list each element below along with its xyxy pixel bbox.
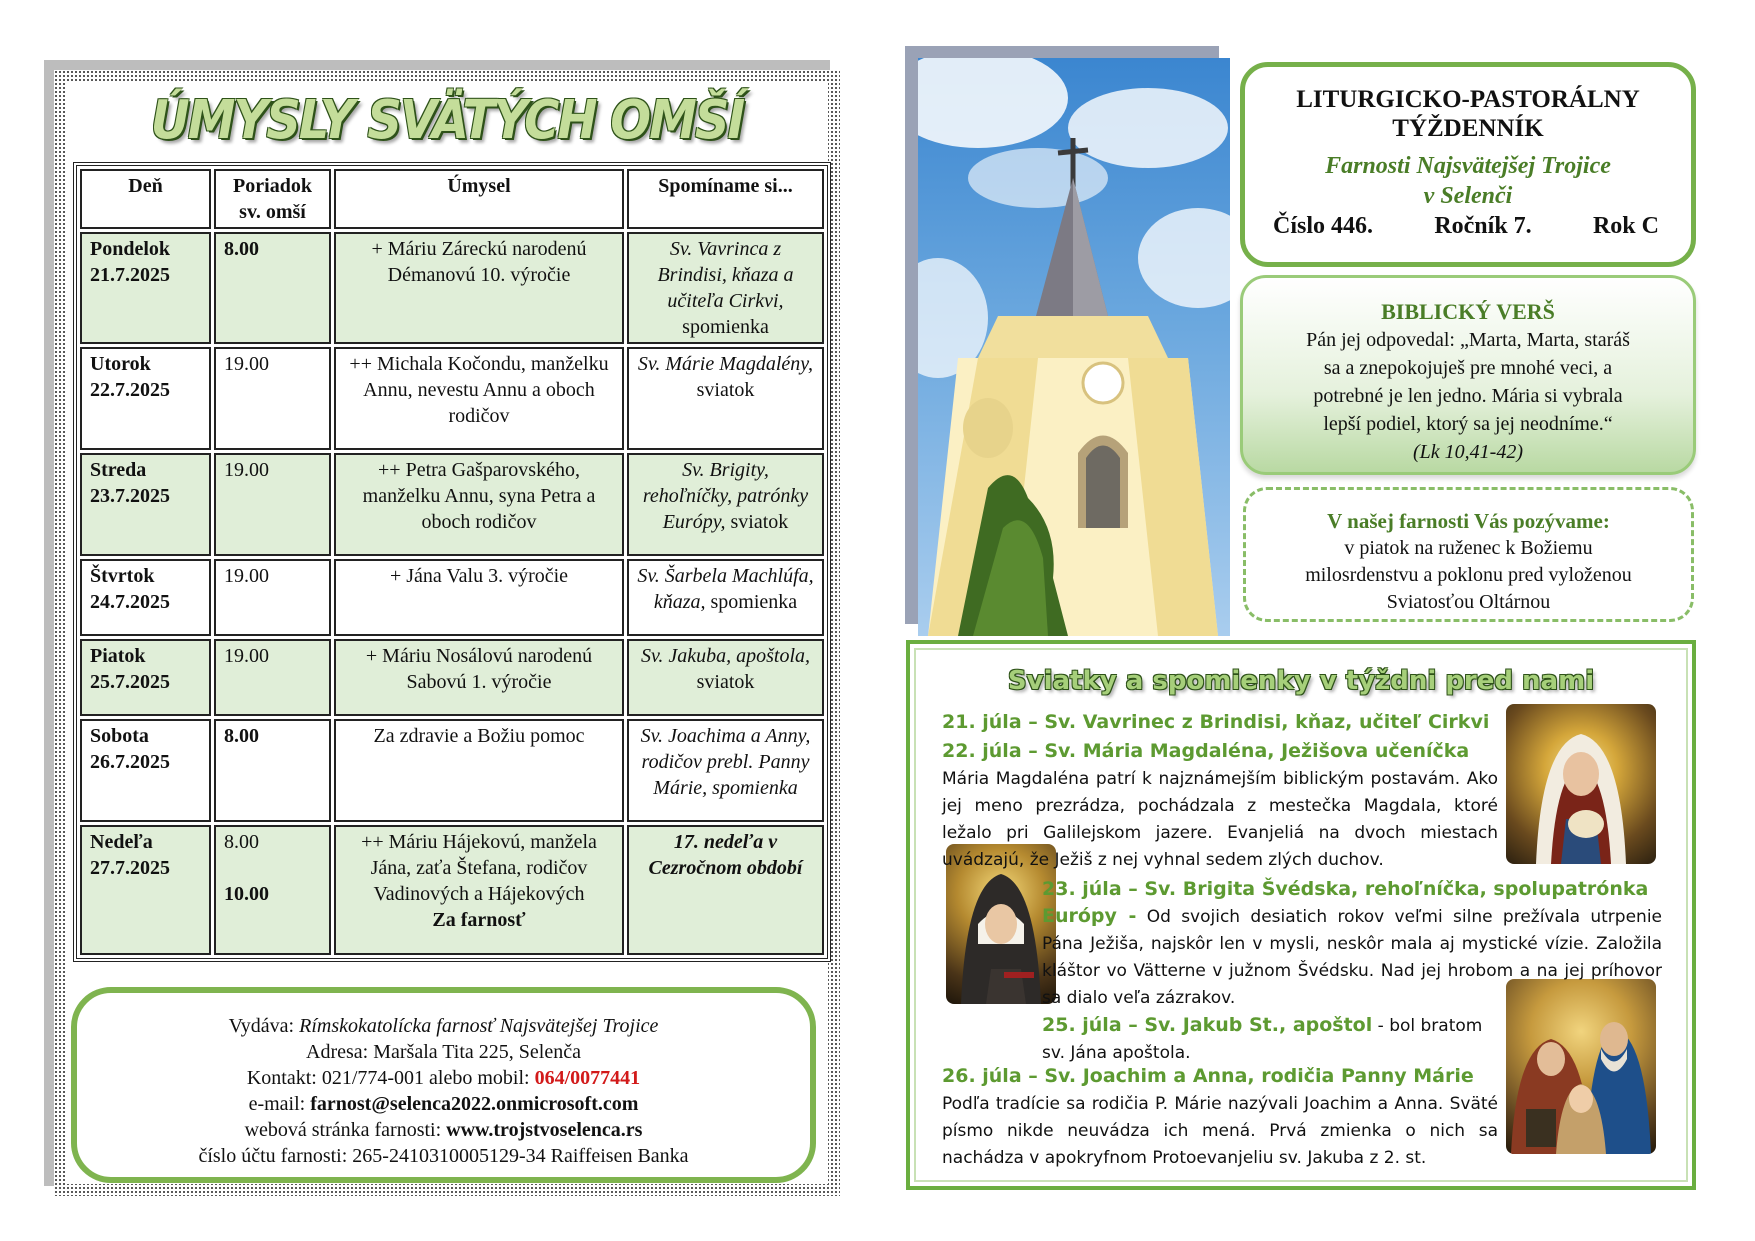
table-row xyxy=(80,825,824,955)
day-cell: Štvrtok 24.7.2025 xyxy=(80,559,211,636)
feasts-box xyxy=(906,640,1696,1190)
table-row xyxy=(80,453,824,556)
day-cell: Piatok 25.7.2025 xyxy=(80,639,211,716)
time-cell: 8.00 xyxy=(214,232,331,344)
time-cell: 8.00 xyxy=(214,719,331,822)
feast-heading-26: 26. júla – Sv. Joachim a Anna, rodičia Panny Márie xyxy=(942,1065,1474,1087)
intention-cell: ++ Petra Gašparovského, manželku Annu, syna Petra a oboch rodičov xyxy=(334,453,624,556)
church-tower-illustration xyxy=(918,58,1230,636)
issue-year: Rok C xyxy=(1592,213,1659,239)
intention-cell: ++ Máriu Hájekovú, manžela Jána, zaťa Štefana, rodičov Vadinových a Hájekových Za farnosť xyxy=(334,825,624,955)
verse-line: lepší podiel, ktorý sa jej neodníme.“ xyxy=(1323,413,1613,435)
table-row xyxy=(80,232,824,344)
feast-heading-22: 22. júla – Sv. Mária Magdaléna, Ježišova učeníčka xyxy=(942,740,1470,762)
day-cell: Pondelok 21.7.2025 xyxy=(80,232,211,344)
feasts-title: Sviatky a spomienky v týždni pred nami xyxy=(1007,666,1595,696)
saint-cell: Sv. Vavrinca z Brindisi, kňaza a učiteľa Cirkvi, spomienka xyxy=(627,232,824,344)
day-cell: Sobota 26.7.2025 xyxy=(80,719,211,822)
intention-cell: + Jána Valu 3. výročie xyxy=(334,559,624,636)
header-intention: Úmysel xyxy=(334,169,624,229)
saint-cell: Sv. Brigity, rehoľníčky, patrónky Európy, sviatok xyxy=(627,453,824,556)
verse-reference: (Lk 10,41-42) xyxy=(1413,441,1523,463)
intention-cell: + Máriu Nosálovú narodenú Sabovú 1. výročie xyxy=(334,639,624,716)
feast-text-23: Európy - Od svojich desiatich rokov veľmi silne prežívala utrpenie Pána Ježiša, najskôr len v mysli, neskôr mala aj mystické vízie. Založila kláštor vo Vätterne v južnom Švédsku. Nad jej hrobom a na jej príhovor sa dialo veľa zázrakov. xyxy=(1042,905,1663,1008)
day-cell: Streda 23.7.2025 xyxy=(80,453,211,556)
bible-verse-title: BIBLICKÝ VERŠ xyxy=(1381,299,1555,324)
mary-magdalene-image xyxy=(1506,704,1656,864)
time-cell: 19.00 xyxy=(214,559,331,636)
table-header-row xyxy=(80,169,824,229)
day-cell: Utorok 22.7.2025 xyxy=(80,347,211,450)
web-line: webová stránka farnosti: www.trojstvoselenca.rs xyxy=(244,1119,643,1141)
time-cell: 19.00 xyxy=(214,453,331,556)
invitation-title: V našej farnosti Vás pozývame: xyxy=(1327,509,1610,533)
feast-heading-23: 23. júla – Sv. Brigita Švédska, rehoľníčka, spolupatrónka xyxy=(1042,878,1649,900)
bible-verse-box xyxy=(1240,275,1696,475)
time-cell: 19.00 xyxy=(214,639,331,716)
table-row xyxy=(80,559,824,636)
saint-cell: Sv. Márie Magdalény, sviatok xyxy=(627,347,824,450)
contact-line: Kontakt: 021/774-001 alebo mobil: 064/0077441 xyxy=(246,1067,641,1089)
header-day: Deň xyxy=(80,169,211,229)
issue-meta xyxy=(1245,211,1691,240)
table-row xyxy=(80,639,824,716)
feast-heading-21: 21. júla – Sv. Vavrinec z Brindisi, kňaz, učiteľ Cirkvi xyxy=(942,711,1490,733)
invitation-box xyxy=(1243,487,1694,622)
mass-intentions-title: ÚMYSLY SVÄTÝCH OMŠÍ xyxy=(150,88,744,152)
saint-cell: 17. nedeľa v Cezročnom období xyxy=(627,825,824,955)
verse-line: Pán jej odpovedal: „Marta, Marta, staráš xyxy=(1306,329,1630,351)
intention-cell: ++ Michala Kočondu, manželku Annu, nevestu Annu a oboch rodičov xyxy=(334,347,624,450)
church-tower-photo xyxy=(918,58,1230,636)
saint-cell: Sv. Šarbela Machlúfa, kňaza, spomienka xyxy=(627,559,824,636)
header-remembrance: Spomíname si... xyxy=(627,169,824,229)
email-link[interactable]: farnost@selenca2022.onmicrosoft.com xyxy=(310,1093,639,1115)
issue-number: Číslo 446. xyxy=(1273,213,1374,239)
mass-schedule-table xyxy=(73,162,831,962)
feast-text-22: Mária Magdaléna patrí k najznámejším biblickým postavám. Ako jej meno prezrádza, pochádzala z mestečka Magdala, ktoré ležalo pri Galilejskom jazere. Evanjeliá na dvoch miestach uvádzajú, že Ježiš z nej vyhnal sedem zlých duchov. xyxy=(942,769,1498,870)
parish-name: Farnosti Najsvätejšej Trojice v Selenči xyxy=(1325,153,1611,209)
verse-line: sa a znepokojuješ pre mnohé veci, a xyxy=(1323,357,1613,379)
intention-cell: Za zdravie a Božiu pomoc xyxy=(334,719,624,822)
mobile-number: 064/0077441 xyxy=(534,1067,641,1089)
header-line-2: TÝŽDENNÍK xyxy=(1392,115,1544,142)
table-row xyxy=(80,719,824,822)
table-row xyxy=(80,347,824,450)
newsletter-header xyxy=(1240,62,1696,267)
invitation-line: milosrdenstvu a poklonu pred vyloženou xyxy=(1305,564,1632,586)
email-line: e-mail: farnost@selenca2022.onmicrosoft.com xyxy=(248,1093,639,1115)
header-schedule: Poriadok sv. omší xyxy=(214,169,331,229)
web-link[interactable]: www.trojstvoselenca.rs xyxy=(446,1119,643,1141)
saint-cell: Sv. Jakuba, apoštola, sviatok xyxy=(627,639,824,716)
feast-text-26: Podľa tradície sa rodičia P. Márie nazývali Joachim a Anna. Sväté písmo nikde neuvádza ich mená. Prvá zmienka o nich sa nachádza v apokryfnom Protoevanjeliu sv. Jakuba z 2. st. xyxy=(942,1094,1498,1168)
day-cell: Nedeľa 27.7.2025 xyxy=(80,825,211,955)
time-cell: 8.00 10.00 xyxy=(214,825,331,955)
publisher-box xyxy=(71,987,816,1183)
address-line: Adresa: Maršala Tita 225, Selenča xyxy=(306,1041,581,1063)
invitation-line: v piatok na ruženec k Božiemu xyxy=(1344,537,1593,559)
feast-heading-25: 25. júla – Sv. Jakub St., apoštol xyxy=(1042,1014,1373,1036)
feast-text-25: 25. júla – Sv. Jakub St., apoštol - bol bratom sv. Jána apoštola. xyxy=(1042,1014,1483,1063)
header-line-1: LITURGICKO-PASTORÁLNY xyxy=(1296,86,1640,113)
saint-cell: Sv. Joachima a Anny, rodičov prebl. Panny Márie, spomienka xyxy=(627,719,824,822)
invitation-line: Sviatosťou Oltárnou xyxy=(1386,591,1551,613)
account-line: číslo účtu farnosti: 265-2410310005129-34 Raiffeisen Banka xyxy=(198,1145,689,1167)
time-cell: 19.00 xyxy=(214,347,331,450)
intention-cell: + Máriu Záreckú narodenú Démanovú 10. výročie xyxy=(334,232,624,344)
issue-volume: Ročník 7. xyxy=(1434,213,1532,239)
verse-line: potrebné je len jedno. Mária si vybrala xyxy=(1313,385,1623,407)
publisher-line: Vydáva: Rímskokatolícka farnosť Najsvätejšej Trojice xyxy=(228,1015,659,1037)
